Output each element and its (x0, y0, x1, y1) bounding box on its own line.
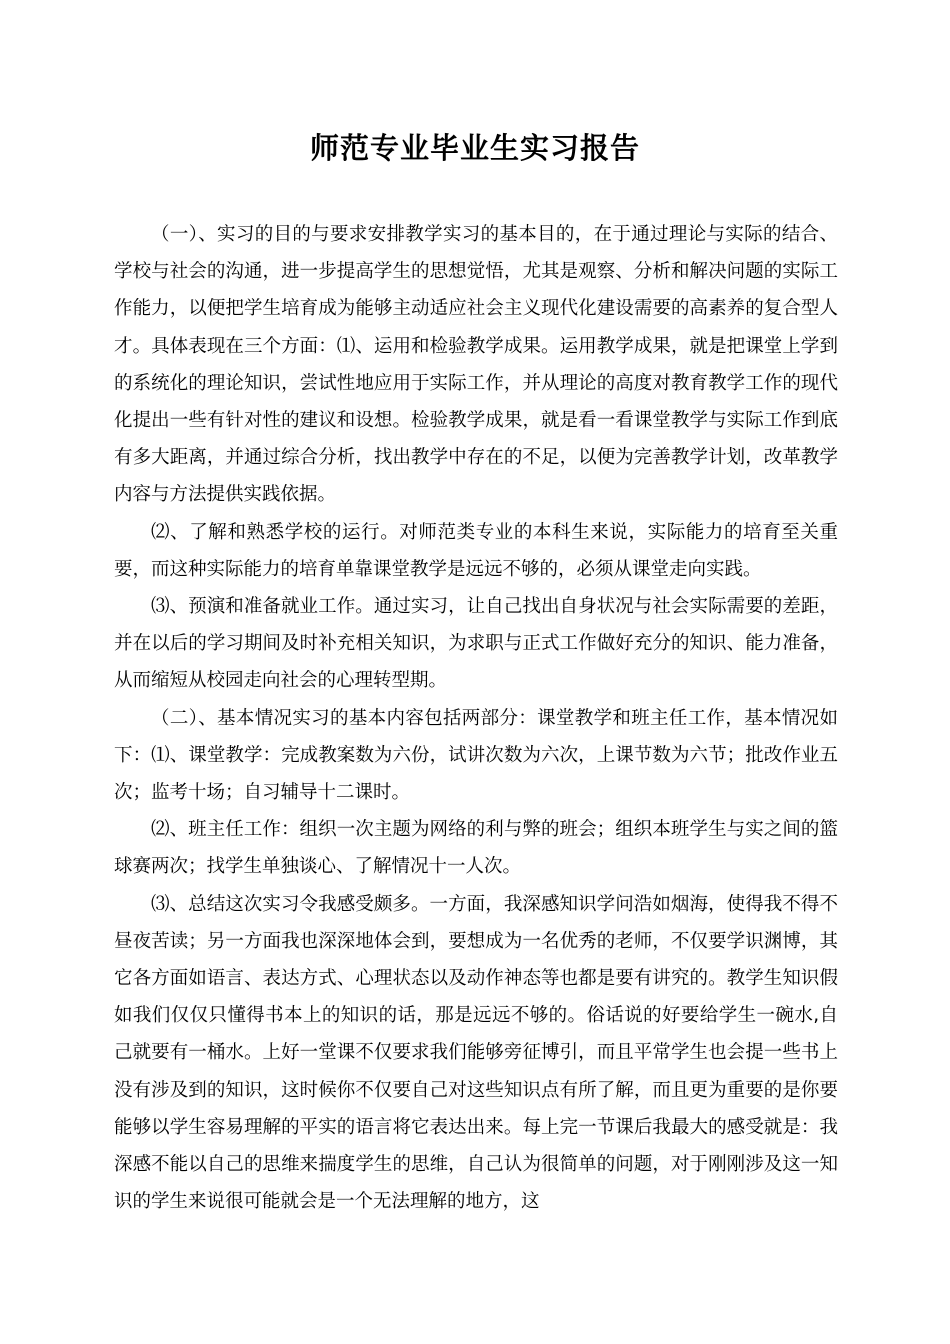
paragraph-summary: ⑶、总结这次实习令我感受颇多。一方面，我深感知识学问浩如烟海，使得我不得不昼夜苦读；另一方面我也深深地体会到，要想成为一名优秀的老师，不仅要学识渊博，其它各方面如语言、表达方式、心理状态以及动作神态等也都是要有讲究的。教学生知识假如我们仅仅只懂得书本上的知识的话，那是远远不够的。俗话说的好要给学生一碗水,自己就要有一桶水。上好一堂课不仅要求我们能够旁征博引，而且平常学生也会提一些书上没有涉及到的知识，这时候你不仅要自己对这些知识点有所了解，而且更为重要的是你要能够以学生容易理解的平实的语言将它表达出来。每上完一节课后我最大的感受就是：我深感不能以自己的思维来揣度学生的思维，自己认为很简单的问题，对于刚刚涉及这一知识的学生来说很可能就会是一个无法理解的地方，这 (114, 893, 838, 1213)
paragraph-school-operation: ⑵、了解和熟悉学校的运行。对师范类专业的本科生来说，实际能力的培育至关重要，而这种实际能力的培育单靠课堂教学是远远不够的，必须从课堂走向实践。 (114, 521, 838, 580)
paragraph-basic-situation: （二）、基本情况实习的基本内容包括两部分：课堂教学和班主任工作，基本情况如下：⑴、课堂教学：完成教案数为六份，试讲次数为六次，上课节数为六节；批改作业五次；监考十场；自习辅导十二课时。 (114, 707, 838, 804)
page-title: 师范专业毕业生实习报告 (309, 131, 640, 165)
document-body (114, 216, 838, 1220)
paragraph-purpose: （一）、实习的目的与要求安排教学实习的基本目的，在于通过理论与实际的结合、学校与社会的沟通，进一步提高学生的思想觉悟，尤其是观察、分析和解决问题的实际工作能力，以便把学生培育成为能够主动适应社会主义现代化建设需要的高素养的复合型人才。具体表现在三个方面：⑴、运用和检验教学成果。运用教学成果，就是把课堂上学到的系统化的理论知识，尝试性地应用于实际工作，并从理论的高度对教育教学工作的现代化提出一些有针对性的建议和设想。检验教学成果，就是看一看课堂教学与实际工作到底有多大距离，并通过综合分析，找出教学中存在的不足，以便为完善教学计划，改革教学内容与方法提供实践依据。 (114, 224, 838, 506)
paragraph-class-teacher-work: ⑵、班主任工作：组织一次主题为网络的利与弊的班会；组织本班学生与实之间的篮球赛两次；找学生单独谈心、了解情况十一人次。 (114, 819, 838, 878)
paragraph-employment-prep: ⑶、预演和准备就业工作。通过实习，让自己找出自身状况与社会实际需要的差距，并在以后的学习期间及时补充相关知识，为求职与正式工作做好充分的知识、能力准备，从而缩短从校园走向社会的心理转型期。 (114, 596, 838, 692)
